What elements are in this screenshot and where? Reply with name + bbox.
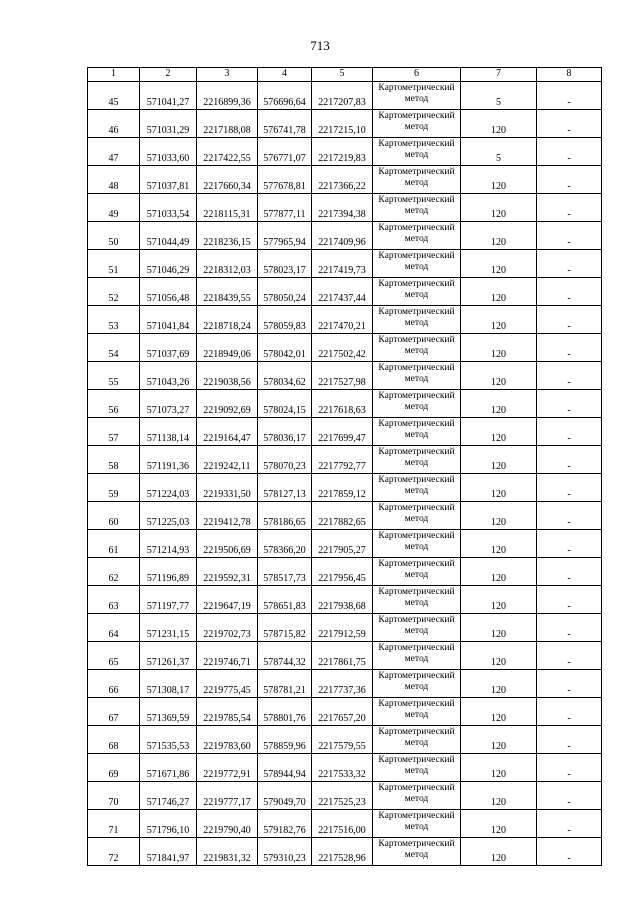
- x2-coordinate-cell: 578127,13: [258, 474, 312, 502]
- table-row: [88, 334, 602, 362]
- table-row: [88, 474, 602, 502]
- x2-coordinate-cell: 577877,11: [258, 194, 312, 222]
- note-cell: -: [537, 642, 602, 670]
- table-row: [88, 558, 602, 586]
- point-number-cell: 59: [88, 474, 140, 502]
- method-cell: Картометрический метод: [373, 474, 461, 502]
- x2-coordinate-cell: 579310,23: [258, 838, 312, 866]
- x2-coordinate-cell: 578781,21: [258, 670, 312, 698]
- table-row: [88, 194, 602, 222]
- table-row: [88, 138, 602, 166]
- x-coordinate-cell: 571671,86: [140, 754, 197, 782]
- y-coordinate-cell: 2219702,73: [197, 614, 258, 642]
- y2-coordinate-cell: 2217882,65: [312, 502, 373, 530]
- y-coordinate-cell: 2219831,32: [197, 838, 258, 866]
- y-coordinate-cell: 2218949,06: [197, 334, 258, 362]
- method-cell: Картометрический метод: [373, 502, 461, 530]
- y-coordinate-cell: 2219772,91: [197, 754, 258, 782]
- y-coordinate-cell: 2219164,47: [197, 418, 258, 446]
- x-coordinate-cell: 571224,03: [140, 474, 197, 502]
- y-coordinate-cell: 2217422,55: [197, 138, 258, 166]
- y-coordinate-cell: 2219647,19: [197, 586, 258, 614]
- method-cell: Картометрический метод: [373, 362, 461, 390]
- method-cell: Картометрический метод: [373, 110, 461, 138]
- y-coordinate-cell: 2219775,45: [197, 670, 258, 698]
- y2-coordinate-cell: 2217207,83: [312, 82, 373, 110]
- method-cell: Картометрический метод: [373, 754, 461, 782]
- coordinates-table: [87, 67, 602, 866]
- x2-coordinate-cell: 578651,83: [258, 586, 312, 614]
- note-cell: -: [537, 166, 602, 194]
- method-cell: Картометрический метод: [373, 586, 461, 614]
- x2-coordinate-cell: 576696,64: [258, 82, 312, 110]
- method-cell: Картометрический метод: [373, 278, 461, 306]
- y2-coordinate-cell: 2217618,63: [312, 390, 373, 418]
- method-cell: Картометрический метод: [373, 390, 461, 418]
- table-row: [88, 586, 602, 614]
- point-number-cell: 48: [88, 166, 140, 194]
- table-row: [88, 82, 602, 110]
- table-row: [88, 810, 602, 838]
- x-coordinate-cell: 571191,36: [140, 446, 197, 474]
- point-number-cell: 62: [88, 558, 140, 586]
- y-coordinate-cell: 2218718,24: [197, 306, 258, 334]
- header-cell: 1: [88, 68, 140, 82]
- note-cell: -: [537, 726, 602, 754]
- note-cell: -: [537, 502, 602, 530]
- x2-coordinate-cell: 578050,24: [258, 278, 312, 306]
- y-coordinate-cell: 2217660,34: [197, 166, 258, 194]
- x-coordinate-cell: 571041,27: [140, 82, 197, 110]
- y2-coordinate-cell: 2217437,44: [312, 278, 373, 306]
- method-cell: Картометрический метод: [373, 418, 461, 446]
- method-cell: Картометрический метод: [373, 810, 461, 838]
- table-row: [88, 418, 602, 446]
- accuracy-cell: 120: [461, 502, 537, 530]
- method-cell: Картометрический метод: [373, 446, 461, 474]
- accuracy-cell: 120: [461, 838, 537, 866]
- accuracy-cell: 120: [461, 194, 537, 222]
- note-cell: -: [537, 362, 602, 390]
- y2-coordinate-cell: 2217215,10: [312, 110, 373, 138]
- y2-coordinate-cell: 2217905,27: [312, 530, 373, 558]
- y2-coordinate-cell: 2217956,45: [312, 558, 373, 586]
- note-cell: -: [537, 782, 602, 810]
- method-cell: Картометрический метод: [373, 82, 461, 110]
- x-coordinate-cell: 571796,10: [140, 810, 197, 838]
- note-cell: -: [537, 110, 602, 138]
- point-number-cell: 68: [88, 726, 140, 754]
- point-number-cell: 45: [88, 82, 140, 110]
- y-coordinate-cell: 2219746,71: [197, 642, 258, 670]
- x-coordinate-cell: 571044,49: [140, 222, 197, 250]
- x-coordinate-cell: 571031,29: [140, 110, 197, 138]
- x2-coordinate-cell: 578036,17: [258, 418, 312, 446]
- accuracy-cell: 120: [461, 418, 537, 446]
- x-coordinate-cell: 571037,69: [140, 334, 197, 362]
- table-header-row: [88, 68, 602, 82]
- point-number-cell: 70: [88, 782, 140, 810]
- accuracy-cell: 120: [461, 754, 537, 782]
- point-number-cell: 57: [88, 418, 140, 446]
- y-coordinate-cell: 2219592,31: [197, 558, 258, 586]
- y2-coordinate-cell: 2217525,23: [312, 782, 373, 810]
- note-cell: -: [537, 278, 602, 306]
- x-coordinate-cell: 571261,37: [140, 642, 197, 670]
- note-cell: -: [537, 390, 602, 418]
- header-cell: 8: [537, 68, 602, 82]
- accuracy-cell: 120: [461, 222, 537, 250]
- point-number-cell: 51: [88, 250, 140, 278]
- accuracy-cell: 120: [461, 278, 537, 306]
- y2-coordinate-cell: 2217533,32: [312, 754, 373, 782]
- note-cell: -: [537, 558, 602, 586]
- x2-coordinate-cell: 579182,76: [258, 810, 312, 838]
- method-cell: Картометрический метод: [373, 838, 461, 866]
- y2-coordinate-cell: 2217470,21: [312, 306, 373, 334]
- point-number-cell: 49: [88, 194, 140, 222]
- y2-coordinate-cell: 2217859,12: [312, 474, 373, 502]
- note-cell: -: [537, 810, 602, 838]
- header-cell: 4: [258, 68, 312, 82]
- x-coordinate-cell: 571225,03: [140, 502, 197, 530]
- point-number-cell: 50: [88, 222, 140, 250]
- table-row: [88, 362, 602, 390]
- point-number-cell: 61: [88, 530, 140, 558]
- accuracy-cell: 120: [461, 166, 537, 194]
- table-row: [88, 222, 602, 250]
- table-row: [88, 782, 602, 810]
- point-number-cell: 46: [88, 110, 140, 138]
- note-cell: -: [537, 194, 602, 222]
- x-coordinate-cell: 571369,59: [140, 698, 197, 726]
- y2-coordinate-cell: 2217657,20: [312, 698, 373, 726]
- x2-coordinate-cell: 578801,76: [258, 698, 312, 726]
- method-cell: Картометрический метод: [373, 334, 461, 362]
- method-cell: Картометрический метод: [373, 698, 461, 726]
- y-coordinate-cell: 2219242,11: [197, 446, 258, 474]
- point-number-cell: 65: [88, 642, 140, 670]
- y2-coordinate-cell: 2217394,38: [312, 194, 373, 222]
- header-cell: 5: [312, 68, 373, 82]
- x2-coordinate-cell: 578859,96: [258, 726, 312, 754]
- note-cell: -: [537, 474, 602, 502]
- method-cell: Картометрический метод: [373, 222, 461, 250]
- point-number-cell: 55: [88, 362, 140, 390]
- accuracy-cell: 120: [461, 586, 537, 614]
- y-coordinate-cell: 2218312,03: [197, 250, 258, 278]
- method-cell: Картометрический метод: [373, 138, 461, 166]
- accuracy-cell: 120: [461, 446, 537, 474]
- y-coordinate-cell: 2218439,55: [197, 278, 258, 306]
- x2-coordinate-cell: 578366,20: [258, 530, 312, 558]
- x-coordinate-cell: 571046,29: [140, 250, 197, 278]
- point-number-cell: 63: [88, 586, 140, 614]
- accuracy-cell: 120: [461, 726, 537, 754]
- accuracy-cell: 120: [461, 614, 537, 642]
- x2-coordinate-cell: 578059,83: [258, 306, 312, 334]
- note-cell: -: [537, 530, 602, 558]
- table-row: [88, 250, 602, 278]
- x-coordinate-cell: 571033,54: [140, 194, 197, 222]
- table-row: [88, 278, 602, 306]
- header-cell: 7: [461, 68, 537, 82]
- x-coordinate-cell: 571308,17: [140, 670, 197, 698]
- y2-coordinate-cell: 2217737,36: [312, 670, 373, 698]
- table-row: [88, 754, 602, 782]
- table-row: [88, 446, 602, 474]
- x2-coordinate-cell: 578070,23: [258, 446, 312, 474]
- note-cell: -: [537, 754, 602, 782]
- y2-coordinate-cell: 2217938,68: [312, 586, 373, 614]
- accuracy-cell: 120: [461, 474, 537, 502]
- y2-coordinate-cell: 2217528,96: [312, 838, 373, 866]
- accuracy-cell: 120: [461, 390, 537, 418]
- x-coordinate-cell: 571197,77: [140, 586, 197, 614]
- note-cell: -: [537, 670, 602, 698]
- note-cell: -: [537, 138, 602, 166]
- accuracy-cell: 120: [461, 782, 537, 810]
- note-cell: -: [537, 614, 602, 642]
- note-cell: -: [537, 306, 602, 334]
- table-row: [88, 306, 602, 334]
- method-cell: Картометрический метод: [373, 670, 461, 698]
- table-row: [88, 698, 602, 726]
- x-coordinate-cell: 571535,53: [140, 726, 197, 754]
- accuracy-cell: 5: [461, 82, 537, 110]
- point-number-cell: 58: [88, 446, 140, 474]
- accuracy-cell: 5: [461, 138, 537, 166]
- y-coordinate-cell: 2218236,15: [197, 222, 258, 250]
- x2-coordinate-cell: 577965,94: [258, 222, 312, 250]
- point-number-cell: 72: [88, 838, 140, 866]
- header-cell: 3: [197, 68, 258, 82]
- x-coordinate-cell: 571043,26: [140, 362, 197, 390]
- accuracy-cell: 120: [461, 670, 537, 698]
- y2-coordinate-cell: 2217579,55: [312, 726, 373, 754]
- x2-coordinate-cell: 578186,65: [258, 502, 312, 530]
- note-cell: -: [537, 222, 602, 250]
- y2-coordinate-cell: 2217219,83: [312, 138, 373, 166]
- point-number-cell: 56: [88, 390, 140, 418]
- y2-coordinate-cell: 2217502,42: [312, 334, 373, 362]
- y2-coordinate-cell: 2217527,98: [312, 362, 373, 390]
- x2-coordinate-cell: 578034,62: [258, 362, 312, 390]
- point-number-cell: 52: [88, 278, 140, 306]
- x-coordinate-cell: 571037,81: [140, 166, 197, 194]
- y2-coordinate-cell: 2217861,75: [312, 642, 373, 670]
- x2-coordinate-cell: 578024,15: [258, 390, 312, 418]
- table-row: [88, 838, 602, 866]
- note-cell: -: [537, 250, 602, 278]
- accuracy-cell: 120: [461, 642, 537, 670]
- note-cell: -: [537, 334, 602, 362]
- x-coordinate-cell: 571746,27: [140, 782, 197, 810]
- x-coordinate-cell: 571056,48: [140, 278, 197, 306]
- note-cell: -: [537, 586, 602, 614]
- y-coordinate-cell: 2219506,69: [197, 530, 258, 558]
- y-coordinate-cell: 2217188,08: [197, 110, 258, 138]
- point-number-cell: 69: [88, 754, 140, 782]
- header-cell: 6: [373, 68, 461, 82]
- y-coordinate-cell: 2219092,69: [197, 390, 258, 418]
- table-row: [88, 726, 602, 754]
- x2-coordinate-cell: 578042,01: [258, 334, 312, 362]
- table-row: [88, 642, 602, 670]
- y2-coordinate-cell: 2217366,22: [312, 166, 373, 194]
- point-number-cell: 47: [88, 138, 140, 166]
- method-cell: Картометрический метод: [373, 250, 461, 278]
- x2-coordinate-cell: 578517,73: [258, 558, 312, 586]
- point-number-cell: 53: [88, 306, 140, 334]
- accuracy-cell: 120: [461, 810, 537, 838]
- accuracy-cell: 120: [461, 698, 537, 726]
- y-coordinate-cell: 2219783,60: [197, 726, 258, 754]
- table-row: [88, 110, 602, 138]
- point-number-cell: 64: [88, 614, 140, 642]
- table-row: [88, 670, 602, 698]
- note-cell: -: [537, 838, 602, 866]
- point-number-cell: 60: [88, 502, 140, 530]
- method-cell: Картометрический метод: [373, 558, 461, 586]
- page-number: 713: [310, 38, 330, 53]
- y2-coordinate-cell: 2217516,00: [312, 810, 373, 838]
- y2-coordinate-cell: 2217912,59: [312, 614, 373, 642]
- x-coordinate-cell: 571138,14: [140, 418, 197, 446]
- x-coordinate-cell: 571073,27: [140, 390, 197, 418]
- method-cell: Картометрический метод: [373, 726, 461, 754]
- note-cell: -: [537, 418, 602, 446]
- accuracy-cell: 120: [461, 530, 537, 558]
- table-row: [88, 502, 602, 530]
- x2-coordinate-cell: 578744,32: [258, 642, 312, 670]
- method-cell: Картометрический метод: [373, 614, 461, 642]
- y-coordinate-cell: 2219785,54: [197, 698, 258, 726]
- table-row: [88, 166, 602, 194]
- y-coordinate-cell: 2216899,36: [197, 82, 258, 110]
- accuracy-cell: 120: [461, 110, 537, 138]
- method-cell: Картометрический метод: [373, 530, 461, 558]
- method-cell: Картометрический метод: [373, 166, 461, 194]
- accuracy-cell: 120: [461, 558, 537, 586]
- method-cell: Картометрический метод: [373, 642, 461, 670]
- x-coordinate-cell: 571041,84: [140, 306, 197, 334]
- method-cell: Картометрический метод: [373, 782, 461, 810]
- note-cell: -: [537, 82, 602, 110]
- x-coordinate-cell: 571214,93: [140, 530, 197, 558]
- x-coordinate-cell: 571231,15: [140, 614, 197, 642]
- accuracy-cell: 120: [461, 334, 537, 362]
- x2-coordinate-cell: 576771,07: [258, 138, 312, 166]
- table-row: [88, 390, 602, 418]
- point-number-cell: 66: [88, 670, 140, 698]
- table-body: [88, 68, 602, 866]
- x2-coordinate-cell: 579049,70: [258, 782, 312, 810]
- x-coordinate-cell: 571033,60: [140, 138, 197, 166]
- y-coordinate-cell: 2219777,17: [197, 782, 258, 810]
- x2-coordinate-cell: 578715,82: [258, 614, 312, 642]
- y-coordinate-cell: 2219038,56: [197, 362, 258, 390]
- x2-coordinate-cell: 578023,17: [258, 250, 312, 278]
- x-coordinate-cell: 571841,97: [140, 838, 197, 866]
- y-coordinate-cell: 2218115,31: [197, 194, 258, 222]
- y2-coordinate-cell: 2217409,96: [312, 222, 373, 250]
- note-cell: -: [537, 698, 602, 726]
- y2-coordinate-cell: 2217792,77: [312, 446, 373, 474]
- table-row: [88, 614, 602, 642]
- method-cell: Картометрический метод: [373, 194, 461, 222]
- x-coordinate-cell: 571196,89: [140, 558, 197, 586]
- x2-coordinate-cell: 578944,94: [258, 754, 312, 782]
- point-number-cell: 67: [88, 698, 140, 726]
- y-coordinate-cell: 2219790,40: [197, 810, 258, 838]
- x2-coordinate-cell: 577678,81: [258, 166, 312, 194]
- point-number-cell: 71: [88, 810, 140, 838]
- note-cell: -: [537, 446, 602, 474]
- header-cell: 2: [140, 68, 197, 82]
- y-coordinate-cell: 2219331,50: [197, 474, 258, 502]
- accuracy-cell: 120: [461, 362, 537, 390]
- accuracy-cell: 120: [461, 306, 537, 334]
- method-cell: Картометрический метод: [373, 306, 461, 334]
- accuracy-cell: 120: [461, 250, 537, 278]
- y2-coordinate-cell: 2217419,73: [312, 250, 373, 278]
- y2-coordinate-cell: 2217699,47: [312, 418, 373, 446]
- y-coordinate-cell: 2219412,78: [197, 502, 258, 530]
- table-row: [88, 530, 602, 558]
- x2-coordinate-cell: 576741,78: [258, 110, 312, 138]
- point-number-cell: 54: [88, 334, 140, 362]
